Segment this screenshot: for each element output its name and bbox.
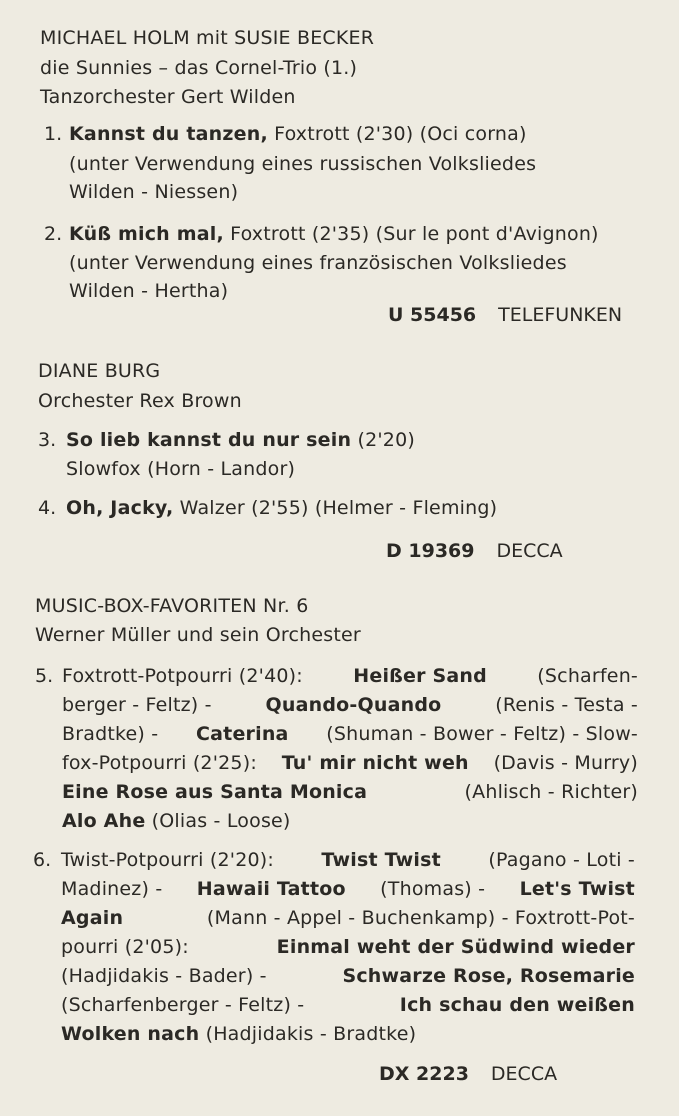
track6-line4 (61, 938, 635, 957)
section2-artist: DIANE BURG (38, 360, 161, 382)
track5-l1c: (Scharfen- (537, 665, 638, 687)
track4-title: Oh, Jacky, (66, 497, 174, 519)
track6-l5b: Schwarze Rose, Rosemarie (342, 965, 635, 987)
track3-line1 (66, 431, 415, 450)
track2-number: 2. (44, 223, 63, 245)
track1-line1 (69, 125, 527, 144)
track5-l6a: Alo Ahe (62, 810, 146, 832)
track3-title: So lieb kannst du nur sein (66, 429, 352, 451)
track4-rest: Walzer (2'55) (Helmer - Fleming) (173, 497, 498, 519)
track5-l2c: (Renis - Testa - (495, 694, 638, 716)
track3-number: 3. (38, 429, 57, 451)
section2-label: DECCA (496, 540, 563, 562)
track6-l1a: Twist-Potpourri (2'20): (61, 849, 274, 871)
track2-line3: Wilden - Hertha) (69, 280, 229, 302)
track6-l2a: Madinez) - (61, 878, 163, 900)
track5-l3a: Bradtke) - (62, 723, 159, 745)
track4-number: 4. (38, 497, 57, 519)
track1-rest: Foxtrott (2'30) (Oci corna) (267, 123, 527, 145)
track5-l4b: Tu' mir nicht weh (281, 752, 469, 774)
track6-l1b: Twist Twist (321, 849, 441, 871)
track6-l6a: (Scharfenberger - Feltz) - (61, 994, 305, 1016)
track1-line3: Wilden - Niessen) (69, 181, 239, 203)
track6-l2d: Let's Twist (519, 878, 635, 900)
section2-catalog (386, 542, 563, 561)
track6-l2b: Hawaii Tattoo (196, 878, 346, 900)
track6-l7b: (Hadjidakis - Bradtke) (199, 1023, 417, 1045)
track5-l1b: Heißer Sand (353, 665, 487, 687)
track2-rest: Foxtrott (2'35) (Sur le pont d'Avignon) (223, 223, 599, 245)
track5-l6b: (Olias - Loose) (145, 810, 291, 832)
track6-line3 (61, 909, 635, 928)
track5-number: 5. (35, 665, 54, 687)
track5-l5a: Eine Rose aus Santa Monica (62, 781, 368, 803)
track5-l3c: (Shuman - Bower - Feltz) - Slow- (326, 723, 638, 745)
track6-l4a: pourri (2'05): (61, 936, 189, 958)
section3-label: DECCA (490, 1063, 558, 1085)
track6-number: 6. (33, 849, 52, 871)
section1-label: TELEFUNKEN (498, 304, 623, 326)
section3-title: MUSIC-BOX-FAVORITEN Nr. 6 (35, 595, 309, 617)
track5-l3b: Caterina (196, 723, 289, 745)
track5-l4a: fox-Potpourri (2'25): (62, 752, 257, 774)
track6-l2c: (Thomas) - (380, 878, 486, 900)
track5-line5 (62, 783, 638, 802)
track5-line4 (62, 754, 638, 773)
section2-line2: Orchester Rex Brown (38, 390, 242, 412)
track6-l1c: (Pagano - Loti - (488, 849, 635, 871)
track6-l5a: (Hadjidakis - Bader) - (61, 965, 267, 987)
section1-catalog-no: U 55456 (388, 304, 477, 326)
track5-line1 (62, 667, 638, 686)
section1-line3: Tanzorchester Gert Wilden (40, 86, 296, 108)
track5-l2b: Quando-Quando (265, 694, 442, 716)
track4-line1 (66, 499, 497, 518)
track6-line6 (61, 996, 635, 1015)
track2-line2: (unter Verwendung eines französischen Volksliedes (69, 252, 567, 274)
track1-line2: (unter Verwendung eines russischen Volksliedes (69, 153, 537, 175)
track6-line2 (61, 880, 635, 899)
track5-l2a: berger - Feltz) - (62, 694, 212, 716)
track5-line6 (62, 812, 291, 831)
track6-l7a: Wolken nach (61, 1023, 200, 1045)
track6-line1 (61, 851, 635, 870)
section1-line2: die Sunnies – das Cornel-Trio (1.) (40, 57, 358, 79)
track6-line5 (61, 967, 635, 986)
track5-l4c: (Davis - Murry) (493, 752, 638, 774)
track2-title: Küß mich mal, (69, 223, 224, 245)
section3-catalog (379, 1065, 557, 1084)
section3-catalog-no: DX 2223 (379, 1063, 469, 1085)
track6-l3a: Again (61, 907, 124, 929)
section3-line2: Werner Müller und sein Orchester (35, 624, 361, 646)
section2-catalog-no: D 19369 (386, 540, 475, 562)
track6-l4b: Einmal weht der Südwind wieder (276, 936, 635, 958)
track5-line2 (62, 696, 638, 715)
track5-l5b: (Ahlisch - Richter) (464, 781, 638, 803)
track3-rest: (2'20) (351, 429, 415, 451)
track6-l3b: (Mann - Appel - Buchenkamp) - Foxtrott-Pot- (206, 907, 635, 929)
track1-number: 1. (44, 123, 63, 145)
track1-title: Kannst du tanzen, (69, 123, 268, 145)
section1-artist: MICHAEL HOLM mit SUSIE BECKER (40, 27, 375, 49)
track3-line2: Slowfox (Horn - Landor) (66, 458, 296, 480)
track5-l1a: Foxtrott-Potpourri (2'40): (62, 665, 303, 687)
track6-line7 (61, 1025, 416, 1044)
section1-catalog (388, 306, 622, 325)
track2-line1 (69, 225, 599, 244)
track6-l6b: Ich schau den weißen (399, 994, 635, 1016)
track5-line3 (62, 725, 638, 744)
